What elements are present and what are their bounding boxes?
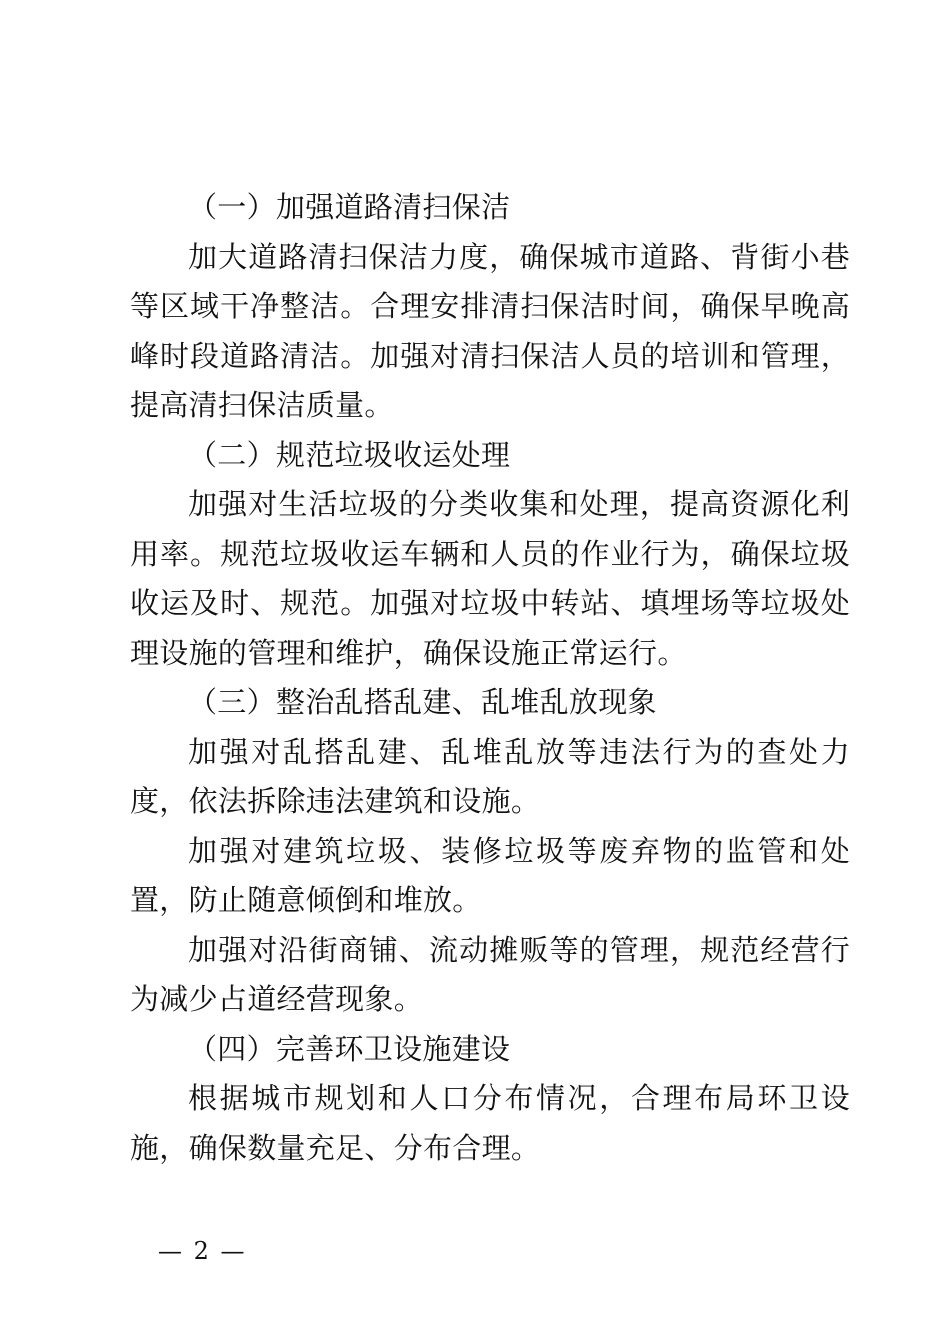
section-heading-1: （一）加强道路清扫保洁	[188, 190, 511, 224]
document-body	[130, 183, 850, 1173]
section-heading-4: （四）完善环卫设施建设	[188, 1031, 511, 1066]
paragraph-5: 加强对沿街商铺、流动摊贩等的管理，规范经营行为减少占道经营现象。	[130, 932, 850, 1016]
page-number: — 2 —	[158, 1237, 247, 1265]
paragraph-6: 根据城市规划和人口分布情况，合理布局环卫设施，确保数量充足、分布合理。	[130, 1081, 850, 1165]
section-heading-2: （二）规范垃圾收运处理	[188, 437, 511, 472]
paragraph-3: 加强对乱搭乱建、乱堆乱放等违法行为的查处力度，依法拆除违法建筑和设施。	[130, 734, 850, 818]
paragraph-2: 加强对生活垃圾的分类收集和处理，提高资源化利用率。规范垃圾收运车辆和人员的作业行为，确保垃圾收运及时、规范。加强对垃圾中转站、填埋场等垃圾处理设施的管理和维护，确保设施正常运行。	[130, 487, 850, 670]
section-heading-3: （三）整治乱搭乱建、乱堆乱放现象	[188, 685, 657, 719]
paragraph-1: 加大道路清扫保洁力度，确保城市道路、背街小巷等区域干净整洁。合理安排清扫保洁时间，确保早晚高峰时段道路清洁。加强对清扫保洁人员的培训和管理，提高清扫保洁质量。	[130, 239, 850, 422]
paragraph-4: 加强对建筑垃圾、装修垃圾等废弃物的监管和处置，防止随意倾倒和堆放。	[130, 833, 850, 917]
